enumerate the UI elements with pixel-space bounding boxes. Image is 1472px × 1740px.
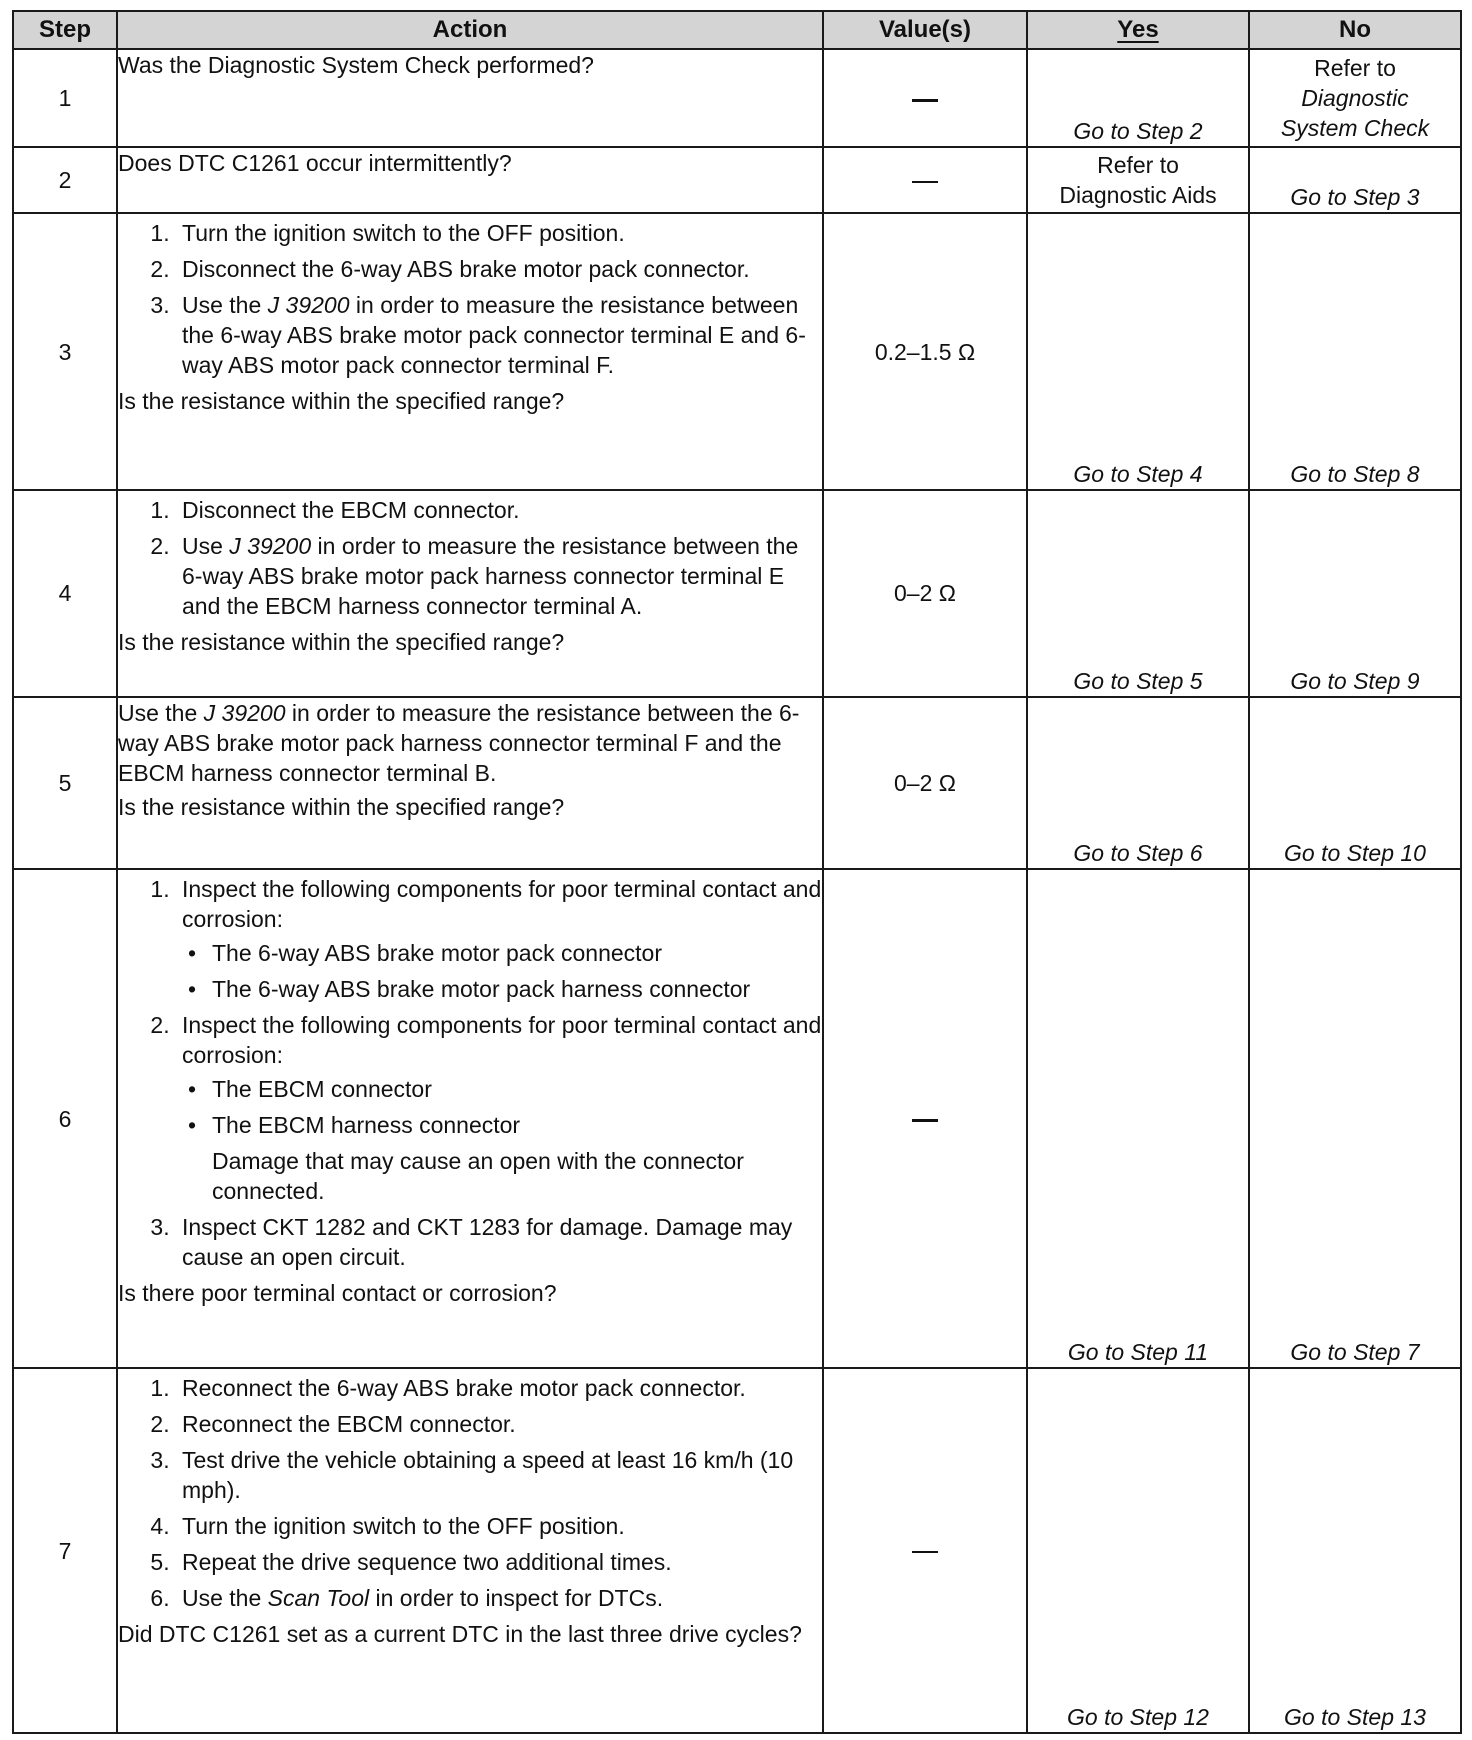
value-dash bbox=[912, 99, 938, 102]
tool-name: J 39200 bbox=[229, 533, 312, 560]
action-step: 3. Inspect CKT 1282 and CKT 1283 for damage. Damage may cause an open circuit. bbox=[176, 1212, 822, 1272]
no-cell bbox=[1249, 490, 1461, 696]
action-question: Is the resistance within the specified range? bbox=[118, 793, 565, 820]
header-action: Action bbox=[117, 11, 823, 49]
table-row-step-5 bbox=[13, 697, 1461, 869]
component-list bbox=[182, 1074, 822, 1140]
table-row-step-2 bbox=[13, 147, 1461, 213]
list-item: • The 6-way ABS brake motor pack connector bbox=[182, 938, 822, 968]
yes-go-to: Go to Step 11 bbox=[1067, 1339, 1209, 1366]
action-cell bbox=[117, 1368, 823, 1733]
no-cell bbox=[1249, 1368, 1461, 1733]
action-text: Use the bbox=[182, 1585, 268, 1612]
no-refer-target-2: System Check bbox=[1280, 115, 1430, 142]
header-values: Value(s) bbox=[823, 11, 1027, 49]
step-number: 5 bbox=[13, 697, 117, 869]
value-dash bbox=[912, 1551, 938, 1553]
no-go-to: Go to Step 3 bbox=[1290, 184, 1420, 211]
no-refer-target-1: Diagnostic bbox=[1301, 85, 1409, 112]
no-cell bbox=[1249, 213, 1461, 490]
action-step: 2. Disconnect the 6-way ABS brake motor pack connector. bbox=[176, 254, 822, 284]
action-question: Is there poor terminal contact or corrosion? bbox=[118, 1279, 557, 1306]
action-text bbox=[118, 698, 822, 788]
no-refer-to: Refer to bbox=[1314, 55, 1396, 82]
action-step bbox=[176, 1583, 822, 1613]
yes-cell bbox=[1027, 490, 1249, 696]
action-text: Inspect the following components for poor terminal contact and corrosion: bbox=[182, 875, 822, 932]
action-text: in order to inspect for DTCs. bbox=[369, 1585, 664, 1612]
yes-go-to: Go to Step 6 bbox=[1073, 839, 1203, 866]
action-step: 3. Test drive the vehicle obtaining a speed at least 16 km/h (10 mph). bbox=[176, 1445, 822, 1505]
yes-cell bbox=[1027, 869, 1249, 1368]
no-cell bbox=[1249, 147, 1461, 213]
value-dash bbox=[912, 181, 938, 183]
no-go-to: Go to Step 7 bbox=[1290, 1339, 1420, 1366]
action-cell bbox=[117, 147, 823, 213]
action-question: Is the resistance within the specified range? bbox=[118, 629, 565, 656]
value-cell: 0–2 Ω bbox=[823, 490, 1027, 696]
step-number: 1 bbox=[13, 49, 117, 147]
header-yes-label: Yes bbox=[1117, 16, 1159, 43]
yes-go-to: Go to Step 2 bbox=[1073, 118, 1203, 145]
no-cell bbox=[1249, 697, 1461, 869]
list-item: • The 6-way ABS brake motor pack harness connector bbox=[182, 974, 822, 1004]
value-cell bbox=[823, 49, 1027, 147]
action-cell bbox=[117, 490, 823, 696]
yes-cell bbox=[1027, 697, 1249, 869]
action-question: Does DTC C1261 occur intermittently? bbox=[118, 150, 512, 177]
no-go-to: Go to Step 9 bbox=[1290, 667, 1420, 694]
tool-name: J 39200 bbox=[267, 292, 350, 319]
action-step: 1. Disconnect the EBCM connector. bbox=[176, 495, 822, 525]
value-cell: 0–2 Ω bbox=[823, 697, 1027, 869]
action-text: Inspect the following components for poor terminal contact and corrosion: bbox=[182, 1011, 822, 1068]
action-cell bbox=[117, 697, 823, 869]
tool-name: J 39200 bbox=[203, 699, 286, 726]
step-number: 6 bbox=[13, 869, 117, 1368]
value-cell bbox=[823, 1368, 1027, 1733]
header-yes bbox=[1027, 11, 1249, 49]
action-step bbox=[176, 290, 822, 380]
table-row-step-4 bbox=[13, 490, 1461, 696]
list-item: • The EBCM connector bbox=[182, 1074, 822, 1104]
yes-refer-target: Diagnostic Aids bbox=[1059, 182, 1217, 209]
action-cell bbox=[117, 213, 823, 490]
no-cell bbox=[1249, 869, 1461, 1368]
step-number: 4 bbox=[13, 490, 117, 696]
header-row bbox=[13, 11, 1461, 49]
step-number: 7 bbox=[13, 1368, 117, 1733]
step-number: 2 bbox=[13, 147, 117, 213]
action-question: Is the resistance within the specified range? bbox=[118, 388, 565, 415]
action-step bbox=[176, 874, 822, 1004]
action-step bbox=[176, 531, 822, 621]
action-step: 1. Turn the ignition switch to the OFF position. bbox=[176, 218, 822, 248]
no-cell bbox=[1249, 49, 1461, 147]
yes-cell bbox=[1027, 1368, 1249, 1733]
yes-cell bbox=[1027, 213, 1249, 490]
action-step: 1. Reconnect the 6-way ABS brake motor pack connector. bbox=[176, 1373, 822, 1403]
action-steps bbox=[118, 218, 822, 380]
action-text: in order to measure the resistance between the 6-way ABS brake motor pack harness connector terminal E and the EBCM harness connector terminal A. bbox=[182, 533, 799, 620]
yes-go-to: Go to Step 5 bbox=[1073, 667, 1203, 694]
value-cell bbox=[823, 869, 1027, 1368]
action-steps bbox=[118, 874, 822, 1272]
action-text-part: Use the bbox=[118, 699, 204, 726]
list-item: • The EBCM harness connector bbox=[182, 1110, 822, 1140]
no-go-to: Go to Step 8 bbox=[1290, 461, 1420, 488]
damage-note: Damage that may cause an open with the connector connected. bbox=[212, 1147, 744, 1204]
yes-cell bbox=[1027, 49, 1249, 147]
no-go-to: Go to Step 10 bbox=[1284, 839, 1426, 866]
action-question: Was the Diagnostic System Check performed? bbox=[118, 52, 594, 78]
action-step: 5. Repeat the drive sequence two additional times. bbox=[176, 1547, 822, 1577]
action-step: 2. Reconnect the EBCM connector. bbox=[176, 1409, 822, 1439]
table-row-step-6 bbox=[13, 869, 1461, 1368]
value-cell bbox=[823, 147, 1027, 213]
action-steps bbox=[118, 495, 822, 621]
table-row-step-7 bbox=[13, 1368, 1461, 1733]
action-question: Did DTC C1261 set as a current DTC in the last three drive cycles? bbox=[118, 1621, 802, 1648]
action-text: Use bbox=[182, 533, 230, 560]
action-steps bbox=[118, 1373, 822, 1613]
action-cell bbox=[117, 49, 823, 147]
value-dash bbox=[912, 1119, 938, 1122]
header-no: No bbox=[1249, 11, 1461, 49]
tool-name: Scan Tool bbox=[267, 1585, 370, 1612]
action-step bbox=[176, 1010, 822, 1206]
yes-cell bbox=[1027, 147, 1249, 213]
no-go-to: Go to Step 13 bbox=[1284, 1704, 1426, 1730]
yes-go-to: Go to Step 12 bbox=[1067, 1704, 1209, 1730]
table-row-step-1 bbox=[13, 49, 1461, 147]
action-text: Use the bbox=[182, 292, 268, 319]
yes-refer-to: Refer to bbox=[1097, 152, 1179, 179]
action-text-part: in order to measure the resistance between the 6-way ABS brake motor pack harness connector terminal F and the EBCM harness connector terminal B. bbox=[118, 699, 800, 786]
diagnostic-table bbox=[12, 10, 1462, 1734]
table-row-step-3 bbox=[13, 213, 1461, 490]
value-cell: 0.2–1.5 Ω bbox=[823, 213, 1027, 490]
action-step: 4. Turn the ignition switch to the OFF position. bbox=[176, 1511, 822, 1541]
yes-go-to: Go to Step 4 bbox=[1073, 461, 1203, 488]
component-list bbox=[182, 938, 822, 1004]
action-text: in order to measure the resistance between the 6-way ABS brake motor pack connector terminal E and 6-way ABS motor pack connector terminal F. bbox=[182, 292, 806, 379]
step-number: 3 bbox=[13, 213, 117, 490]
header-step: Step bbox=[13, 11, 117, 49]
action-cell bbox=[117, 869, 823, 1368]
